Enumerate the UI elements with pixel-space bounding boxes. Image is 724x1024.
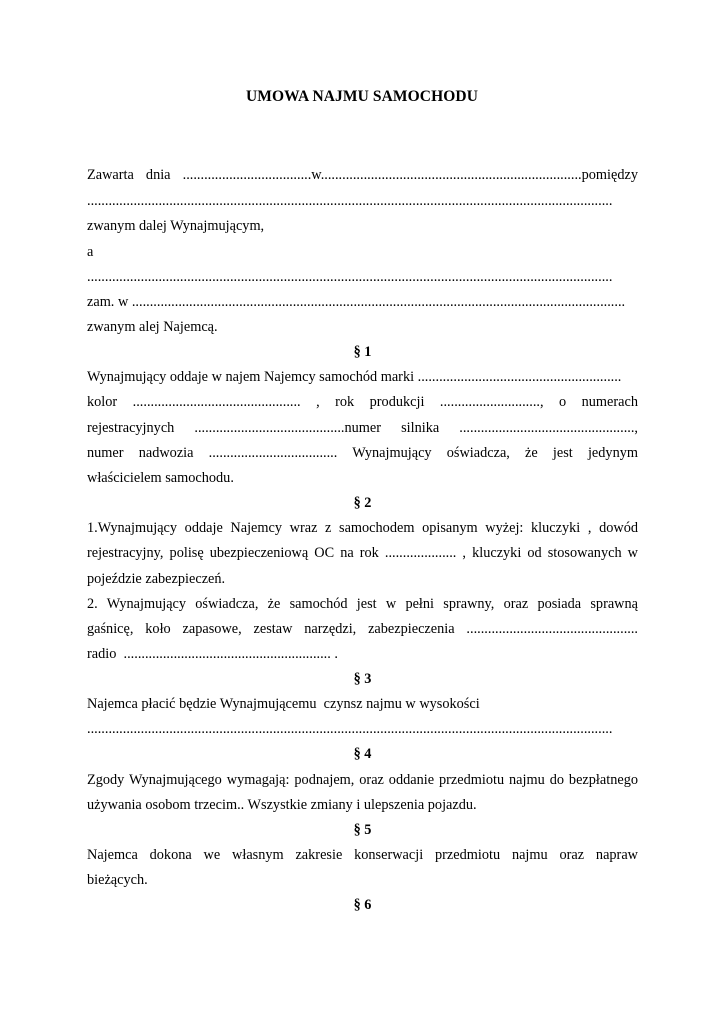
section-4-heading: § 4 [353, 746, 372, 762]
section-3-line: ................................................................................................................................................... [87, 721, 613, 737]
section-5-line: bieżących. [87, 872, 148, 888]
section-5-line: Najemca dokona we własnym zakresie konserwacji przedmiotu najmu oraz napraw [87, 847, 638, 863]
section-1-line: właścicielem samochodu. [87, 470, 234, 486]
section-1-line: numer nadwozia .................................... Wynajmujący oświadcza, że jest jedynym [87, 445, 638, 461]
section-4-line: używania osobom trzecim.. Wszystkie zmiany i ulepszenia pojazdu. [87, 797, 477, 813]
section-5-heading: § 5 [353, 822, 372, 838]
intro-lessor-label: zwanym dalej Wynajmującym, [87, 218, 265, 234]
intro-date-place-line: Zawarta dnia ....................................w.........................................................................pomiędzy [87, 167, 638, 183]
section-2-line: radio .......................................................... . [87, 646, 338, 662]
section-6-heading: § 6 [353, 897, 372, 913]
section-1-heading: § 1 [353, 344, 372, 360]
section-1-line: Wynajmujący oddaje w najem Najemcy samochód marki ......................................................... [87, 369, 622, 385]
section-3-line: Najemca płacić będzie Wynajmującemu czynsz najmu w wysokości [87, 696, 480, 712]
section-2-line: rejestracyjny, polisę ubezpieczeniową OC na rok .................... , kluczyki od stosowanych w [87, 545, 638, 561]
intro-lessee-label: zwanym alej Najemcą. [87, 319, 218, 335]
intro-and: a [87, 244, 94, 260]
intro-lessor-blank: ................................................................................................................................................... [87, 193, 613, 209]
section-1-line: kolor ............................................... , rok produkcji ............................, o numerach [87, 394, 638, 410]
section-1-line: rejestracyjnych ..........................................numer silnika ................................................., [87, 420, 638, 436]
section-2-line: gaśnicę, koło zapasowe, zestaw narzędzi, zabezpieczenia ................................................ [87, 621, 638, 637]
section-3-heading: § 3 [353, 671, 372, 687]
section-2-heading: § 2 [353, 495, 372, 511]
section-2-line: 2. Wynajmujący oświadcza, że samochód jest w pełni sprawny, oraz posiada sprawną [87, 596, 638, 612]
section-2-line: 1.Wynajmujący oddaje Najemcy wraz z samochodem opisanym wyżej: kluczyki , dowód [87, 520, 638, 536]
section-4-line: Zgody Wynajmującego wymagają: podnajem, oraz oddanie przedmiotu najmu do bezpłatnego [87, 772, 638, 788]
intro-address-line: zam. w .......................................................................................................................................... [87, 294, 626, 310]
intro-lessee-blank: ................................................................................................................................................... [87, 269, 613, 285]
section-2-line: pojeździe zabezpieczeń. [87, 571, 226, 587]
document-title: UMOWA NAJMU SAMOCHODU [245, 88, 478, 105]
